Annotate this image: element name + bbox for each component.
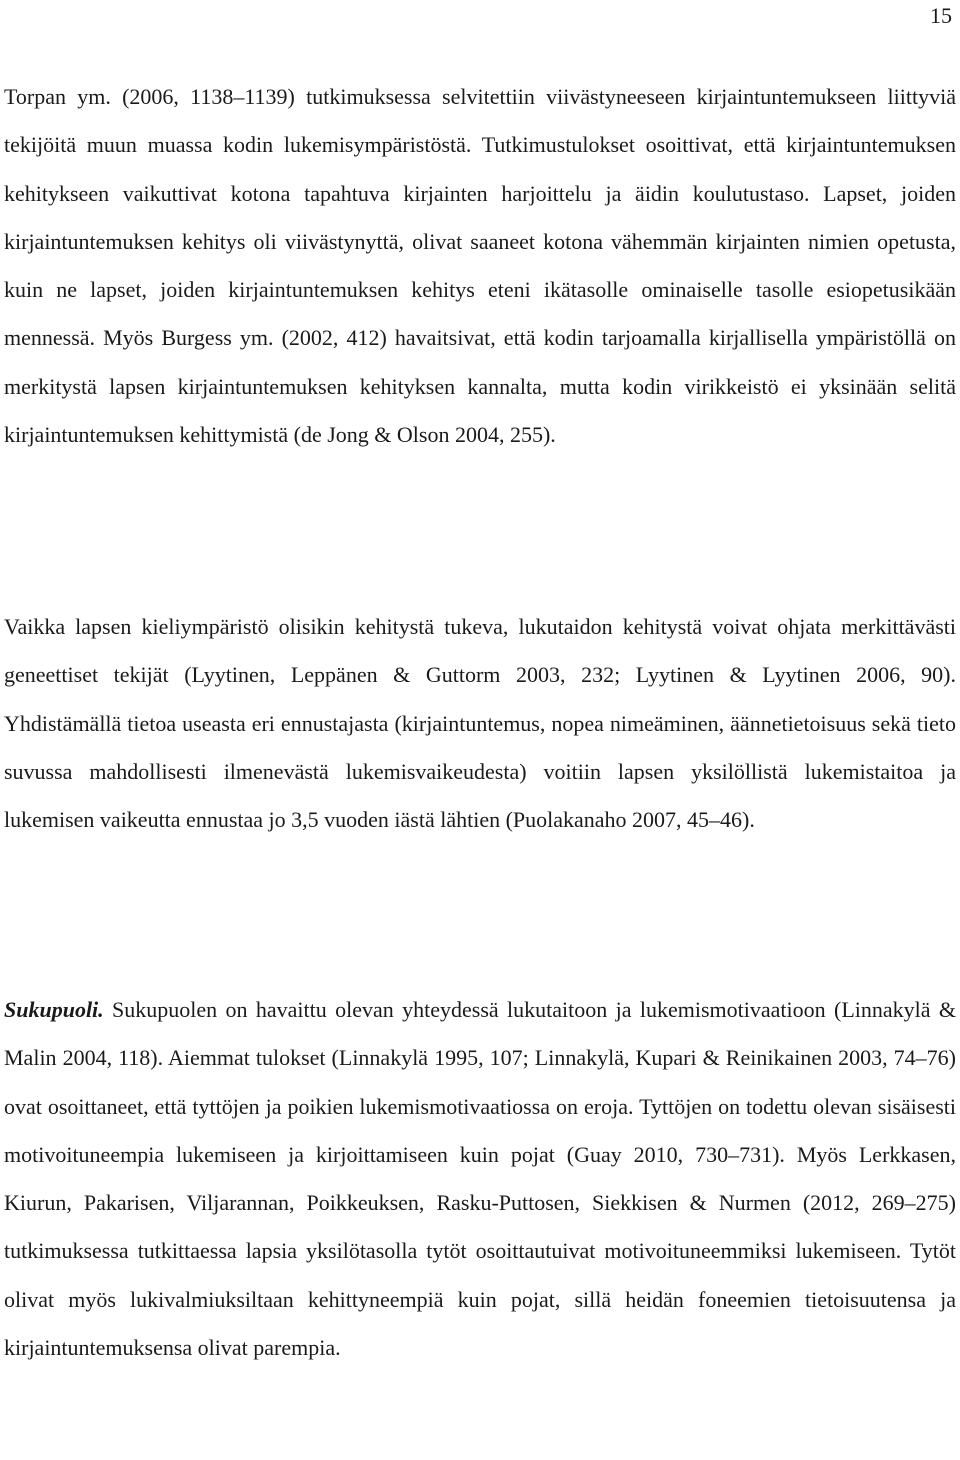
paragraph-1	[4, 73, 956, 459]
paragraph-2	[4, 603, 956, 844]
page-number: 15	[930, 3, 952, 28]
paragraph-3-text: Sukupuolen on havaittu olevan yhteydessä lukutaitoon ja lukemismotivaatioon (Linnakylä & Malin 2004, 118). Aiemmat tulokset (Linnakylä 1995, 107; Linnakylä, Kupari & Reinikainen 2003, 74–76) ovat osoittaneet, että tyttöjen ja poikien lukemismotivaatiossa on eroja. Tyttöjen on todettu olevan sisäisesti motivoituneempia lukemiseen ja kirjoittamiseen kuin pojat (Guay 2010, 730–731). Myös Lerkkasen, Kiurun, Pakarisen, Viljarannan, Poikkeuksen, Rasku-Puttosen, Siekkisen & Nurmen (2012, 269–275) tutkimuksessa tutkittaessa lapsia yksilötasolla tytöt osoittautuivat motivoituneemmiksi lukemiseen. Tytöt olivat myös lukivalmiuksiltaan kehittyneempiä kuin pojat, sillä heidän foneemien tietoisuutensa ja kirjaintuntemuksensa olivat parempia.	[4, 997, 956, 1361]
paragraph-2-text: Vaikka lapsen kieliympäristö olisikin kehitystä tukeva, lukutaidon kehitystä voivat ohjata merkittävästi geneettiset tekijät (Lyytinen, Leppänen & Guttorm 2003, 232; Lyytinen & Lyytinen 2006, 90). Yhdistämällä tietoa useasta eri ennustajasta (kirjaintuntemus, nopea nimeäminen, äännetietoisuus sekä tieto suvussa mahdollisesti ilmenevästä lukemisvaikeudesta) voitiin lapsen yksilöllistä lukemistaitoa ja lukemisen vaikeutta ennustaa jo 3,5 vuoden iästä lähtien (Puolakanaho 2007, 45–46).	[4, 614, 956, 833]
section-lead-heading: Sukupuoli.	[4, 997, 104, 1022]
paragraph-3	[4, 986, 956, 1372]
paragraph-3-body	[4, 986, 956, 1372]
paragraph-1-text: Torpan ym. (2006, 1138–1139) tutkimuksessa selvitettiin viivästyneeseen kirjaintuntemukseen liittyviä tekijöitä muun muassa kodin lukemisympäristöstä. Tutkimustulokset osoittivat, että kirjaintuntemuksen kehitykseen vaikuttivat kotona tapahtuva kirjainten harjoittelu ja äidin koulutustaso. Lapset, joiden kirjaintuntemuksen kehitys oli viivästynyttä, olivat saaneet kotona vähemmän kirjainten nimien opetusta, kuin ne lapset, joiden kirjaintuntemuksen kehitys eteni ikätasolle ominaiselle tasolle esiopetusikään mennessä. Myös Burgess ym. (2002, 412) havaitsivat, että kodin tarjoamalla kirjallisella ympäristöllä on merkitystä lapsen kirjaintuntemuksen kehityksen kannalta, mutta kodin virikkeistö ei yksinään selitä kirjaintuntemuksen kehittymistä (de Jong & Olson 2004, 255).	[4, 84, 956, 448]
